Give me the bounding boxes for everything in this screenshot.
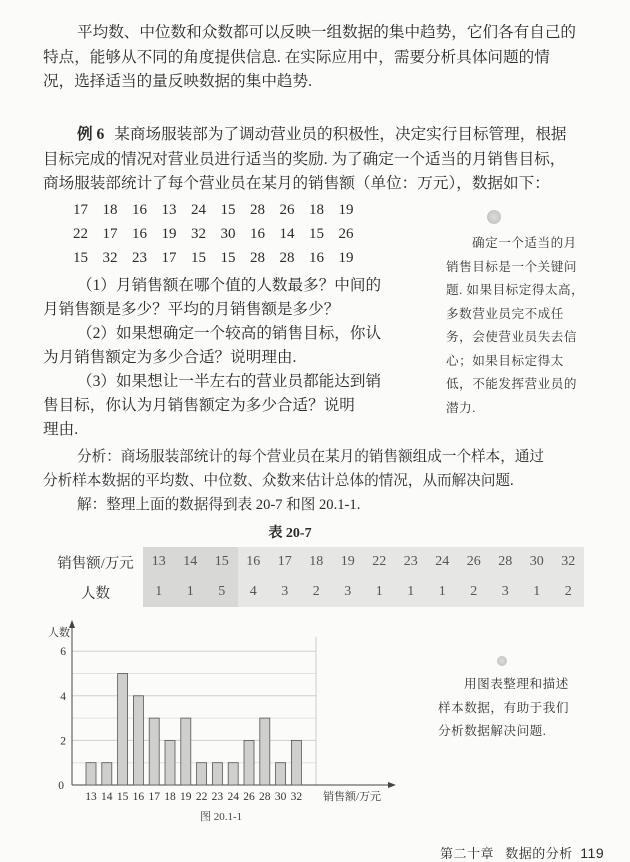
data-value: 16 (132, 202, 147, 218)
chapter-title: 数据的分析 (505, 846, 573, 861)
sales-cell: 30 (521, 547, 553, 577)
intro-line: 平均数、中位数和众数都可以反映一组数据的集中趋势，它们各有自己的 (77, 24, 577, 41)
x-tick-label: 16 (132, 791, 145, 803)
count-cell: 1 (395, 577, 427, 607)
note-line: 样本数据，有助于我们 (438, 700, 569, 715)
note-line: 潜力. (446, 400, 476, 415)
data-value: 13 (161, 202, 177, 218)
bar (228, 763, 238, 785)
note-line: 心；如果目标定得太 (446, 353, 564, 368)
data-value: 23 (132, 250, 147, 266)
data-value: 18 (309, 202, 324, 218)
data-value: 14 (279, 226, 295, 242)
question-1: （1）月销售额在哪个值的人数最多？中间的 (77, 277, 382, 294)
x-tick-label: 15 (116, 791, 129, 803)
count-cell: 1 (143, 577, 175, 607)
data-value: 19 (338, 250, 354, 266)
count-cell: 3 (332, 577, 364, 607)
x-tick-label: 23 (211, 791, 224, 803)
x-tick-label: 24 (227, 791, 239, 803)
sales-cell: 16 (238, 547, 270, 577)
bar (149, 718, 159, 785)
x-tick-label: 30 (274, 791, 287, 803)
data-value: 24 (191, 202, 206, 218)
intro-line: 况，选择适当的量反映数据的集中趋势. (43, 73, 312, 90)
question-3-cont: 理由. (43, 421, 79, 438)
note-line: 多数营业员完不成任 (446, 306, 564, 321)
x-axis-label: 销售额/万元 (323, 791, 382, 803)
note-line: 务，会使营业员失去信 (446, 330, 577, 344)
data-value: 19 (161, 226, 177, 242)
x-tick-label: 18 (164, 791, 176, 803)
sales-cell: 17 (269, 547, 301, 577)
example-line: 商场服装部统计了每个营业员在某月的销售额（单位：万元），数据如下： (43, 175, 550, 192)
bar (197, 763, 207, 785)
example-line: 目标完成的情况对营业员进行适当的奖励. 为了确定一个适当的月销售目标， (43, 150, 566, 168)
x-tick-label: 17 (148, 791, 160, 803)
x-tick-label: 19 (180, 791, 192, 803)
bar (165, 740, 175, 785)
sales-cell: 28 (490, 547, 522, 577)
analysis-line: 分析：商场服装部统计的每个营业员在某月的销售额组成一个样本，通过 (77, 449, 545, 465)
count-cell: 1 (175, 577, 207, 607)
note-line: 用图表整理和描述 (464, 677, 569, 691)
question-3: （3）如果想让一半左右的营业员都能达到销 (77, 373, 382, 390)
bar (276, 763, 286, 785)
bar (212, 763, 222, 785)
data-value: 22 (73, 226, 88, 242)
note-line: 销售目标是一个关键问 (446, 259, 577, 274)
origin-label: 0 (58, 780, 64, 792)
question-2-cont: 为月销售额定为多少合适？说明理由. (43, 349, 297, 366)
x-tick-label: 28 (259, 791, 271, 803)
note-line: 低，不能发挥营业员的 (446, 377, 577, 391)
page-number: 119 (580, 845, 605, 861)
note-line: 题. 如果目标定得太高， (446, 283, 585, 297)
count-cell: 1 (521, 577, 553, 607)
bar (133, 696, 143, 785)
sales-cell: 32 (553, 547, 585, 577)
bar (181, 718, 191, 785)
data-value: 16 (309, 250, 324, 266)
data-value: 26 (279, 202, 295, 218)
page-footer (440, 843, 604, 862)
count-cell: 4 (238, 577, 270, 607)
y-tick-label: 4 (60, 690, 66, 703)
data-value: 15 (220, 250, 236, 266)
data-value: 15 (220, 202, 236, 218)
sales-cell: 15 (206, 547, 238, 577)
data-value: 16 (132, 226, 147, 242)
sales-cell: 22 (364, 547, 396, 577)
data-value: 26 (338, 226, 354, 242)
data-value: 17 (161, 250, 177, 266)
example-line: 某商场服装部为了调动营业员的积极性，决定实行目标管理，根据 (114, 126, 567, 143)
count-cell: 3 (490, 577, 522, 607)
data-value: 30 (220, 226, 236, 242)
sales-cell: 19 (332, 547, 364, 577)
data-value: 15 (191, 250, 206, 266)
sales-cell: 18 (301, 547, 333, 577)
note-bullet-icon (497, 656, 507, 666)
count-cell: 5 (206, 577, 238, 607)
solution-line: 解：整理上面的数据得到表 20-7 和图 20.1-1. (77, 497, 361, 513)
data-value: 17 (73, 202, 88, 218)
data-value: 32 (191, 226, 206, 242)
sales-cell: 26 (458, 547, 490, 577)
count-cell: 1 (364, 577, 396, 607)
data-value: 32 (102, 250, 118, 266)
data-value: 18 (102, 202, 118, 218)
data-value: 28 (250, 250, 265, 266)
bar (86, 763, 96, 785)
x-tick-label: 32 (290, 791, 303, 803)
question-1-cont: 月销售额是多少？平均的月销售额是多少？ (43, 301, 340, 318)
x-tick-label: 13 (85, 791, 97, 803)
count-cell: 2 (458, 577, 490, 607)
bar (102, 763, 112, 785)
data-value: 19 (338, 202, 354, 218)
x-axis-arrow-icon (388, 782, 396, 788)
y-tick-label: 6 (60, 646, 66, 659)
row-label: 人数 (48, 577, 143, 607)
count-cell: 3 (269, 577, 301, 607)
count-cell: 2 (553, 577, 585, 607)
count-cell: 2 (301, 577, 333, 607)
intro-line: 特点，能够从不同的角度提供信息. 在实际应用中，需要分析具体问题的情 (43, 48, 550, 66)
sales-cell: 23 (395, 547, 427, 577)
bar (260, 718, 270, 785)
x-tick-label: 14 (101, 791, 113, 803)
data-value: 16 (250, 226, 265, 242)
y-axis-label: 人数 (48, 627, 70, 639)
note-line: 确定一个适当的月 (472, 236, 577, 250)
sales-cell: 13 (143, 547, 175, 577)
data-value: 17 (102, 226, 118, 242)
x-tick-label: 26 (243, 791, 255, 803)
question-3-cont: 售目标，你认为月销售额定为多少合适？说明 (43, 397, 355, 414)
chapter-label: 第二十章 (440, 846, 495, 861)
table-caption: 表 20-7 (268, 526, 312, 541)
example-label: 例 6 (77, 126, 105, 143)
x-tick-label: 22 (195, 791, 208, 803)
count-cell: 1 (427, 577, 459, 607)
bar (118, 674, 128, 786)
side-note-chart (438, 673, 623, 744)
bar (291, 740, 301, 785)
question-2: （2）如果想确定一个较高的销售目标，你认 (77, 325, 382, 342)
figure-caption: 图 20.1-1 (200, 811, 243, 823)
row-label: 销售额/万元 (48, 547, 143, 577)
y-tick-label: 2 (60, 735, 66, 748)
data-value: 15 (73, 250, 88, 266)
data-value: 28 (250, 202, 265, 218)
analysis-line: 分析样本数据的平均数、中位数、众数来估计总体的情况，从而解决问题. (43, 473, 514, 489)
data-value: 28 (279, 250, 295, 266)
note-line: 分析数据解决问题. (438, 724, 547, 738)
sales-cell: 24 (427, 547, 459, 577)
bar (244, 740, 254, 785)
data-value: 15 (309, 226, 324, 242)
sales-cell: 14 (175, 547, 207, 577)
